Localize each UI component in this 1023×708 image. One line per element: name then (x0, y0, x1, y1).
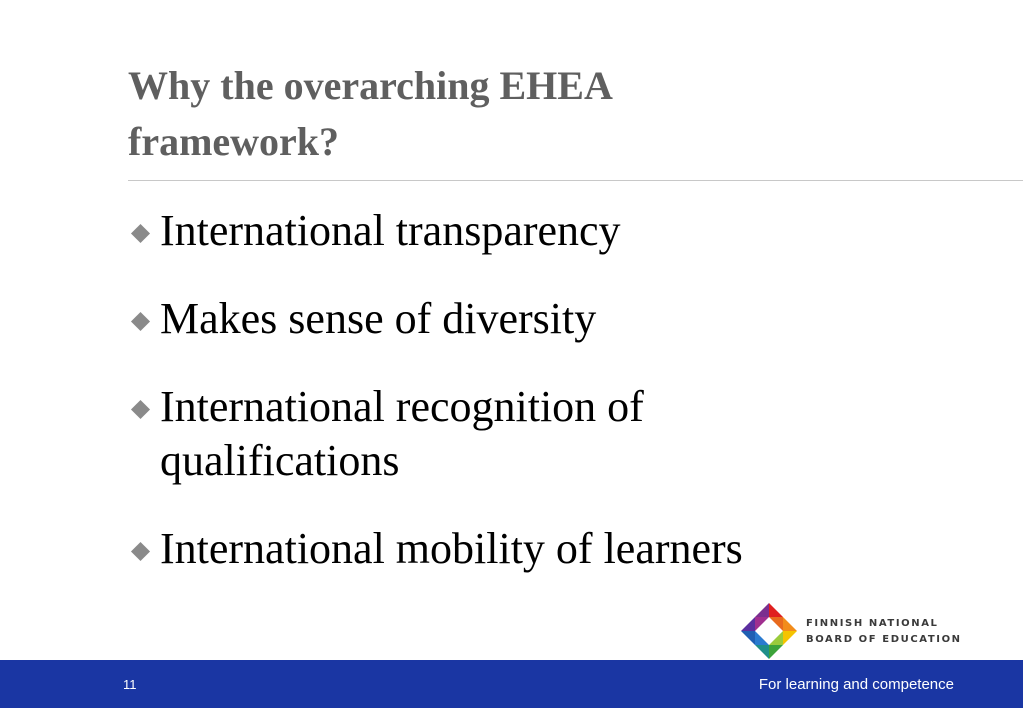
title-divider (128, 180, 1023, 181)
bullet-text-continuation: qualifications (160, 436, 400, 485)
footer-tagline: For learning and competence (758, 676, 954, 693)
slide-title (128, 58, 828, 170)
bullet-list (130, 204, 910, 576)
diamond-bullet-icon (131, 224, 150, 243)
logo-text-line: BOARD OF EDUCATION (806, 634, 962, 645)
bullet-text: International recognition of (160, 382, 644, 431)
logo-text-line: FINNISH NATIONAL (806, 618, 939, 629)
diamond-bullet-icon (131, 312, 150, 331)
finnish-national-board-of-education-logo-icon (740, 602, 798, 660)
logo-text (806, 616, 962, 648)
bullet-item (130, 522, 910, 576)
organization-logo (740, 602, 970, 660)
slide-title-line: Why the overarching EHEA (128, 63, 613, 108)
bullet-text: Makes sense of diversity (160, 294, 597, 343)
bullet-item (130, 204, 910, 258)
diamond-bullet-icon (131, 400, 150, 419)
bullet-text: International transparency (160, 206, 621, 255)
footer-bar (0, 660, 1023, 708)
slide-title-line: framework? (128, 119, 340, 164)
diamond-bullet-icon (131, 542, 150, 561)
bullet-item (130, 292, 910, 346)
bullet-item (130, 380, 910, 488)
bullet-text: International mobility of learners (160, 524, 743, 573)
page-number: 11 (123, 677, 137, 692)
